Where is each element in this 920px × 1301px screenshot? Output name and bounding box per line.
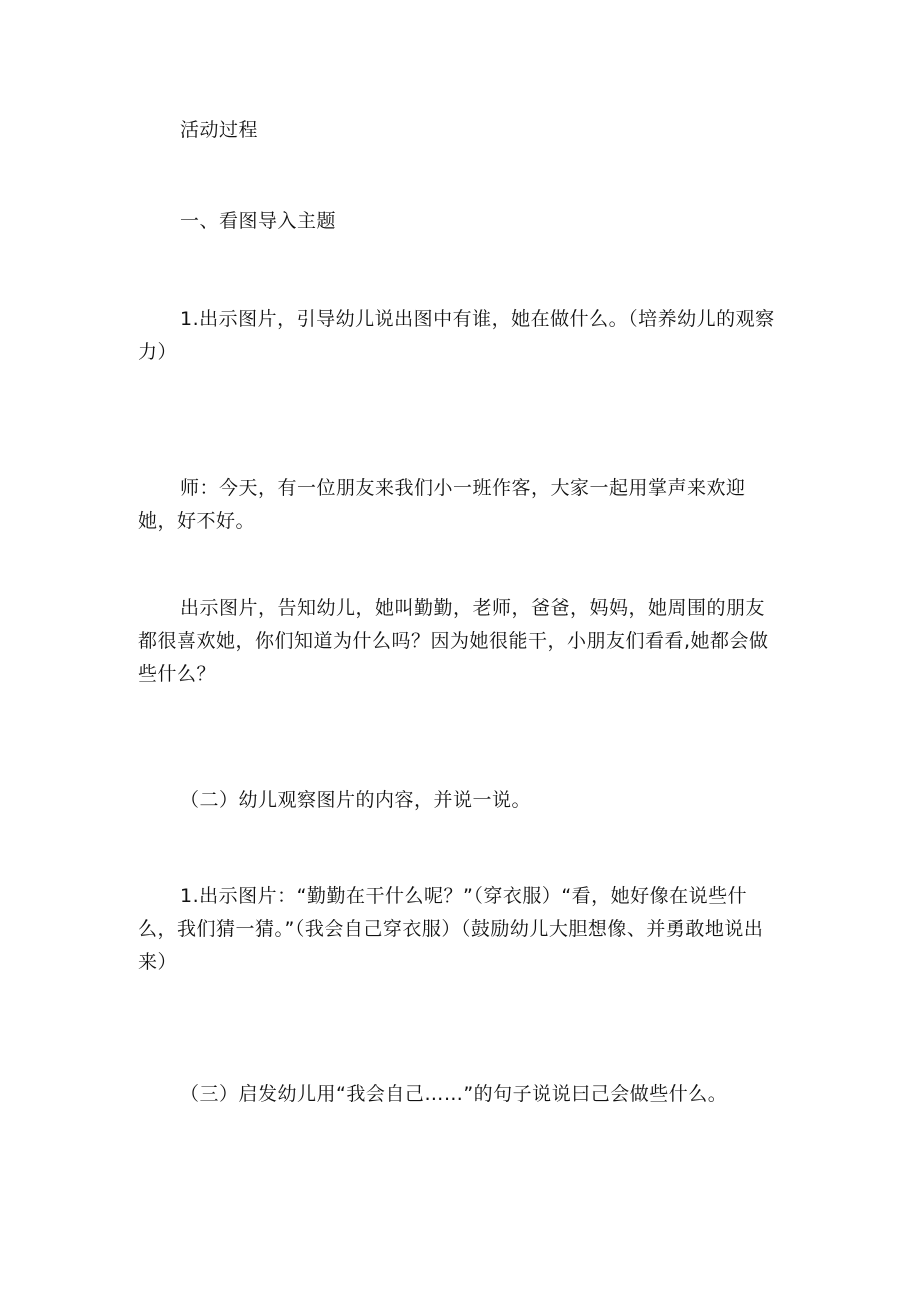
paragraph-teacher-speech: 师：今天，有一位朋友来我们小一班作客，大家一起用掌声来欢迎她，好不好。 (138, 477, 746, 532)
paragraph-show-picture: 出示图片，告知幼儿，她叫勤勤，老师，爸爸，妈妈，她周围的朋友都很喜欢她，你们知道为什么吗？因为她很能干，小朋友们看看,她都会做些什么？ (138, 597, 769, 685)
section-heading-inspire: （三）启发幼儿用“我会自己……”的句子说说曰己会做些什么。 (180, 1083, 728, 1105)
section-heading-observe: （二）幼儿观察图片的内容，并说一说。 (180, 789, 532, 811)
section-heading-activity-process: 活动过程 (180, 119, 259, 141)
paragraph-step-1-dressing: 1.出示图片：“勤勤在干什么呢？”（穿衣服）“看，她好像在说些什么，我们猜一猜。”（我会自己穿衣服）（鼓励幼儿大胆想像、并勇敢地说出来） (138, 885, 764, 973)
paragraph-step-1: 1.出示图片，引导幼儿说出图中有谁，她在做什么。（培养幼儿的观察力） (138, 308, 775, 363)
section-heading-intro: 一、看图导入主题 (180, 210, 337, 232)
